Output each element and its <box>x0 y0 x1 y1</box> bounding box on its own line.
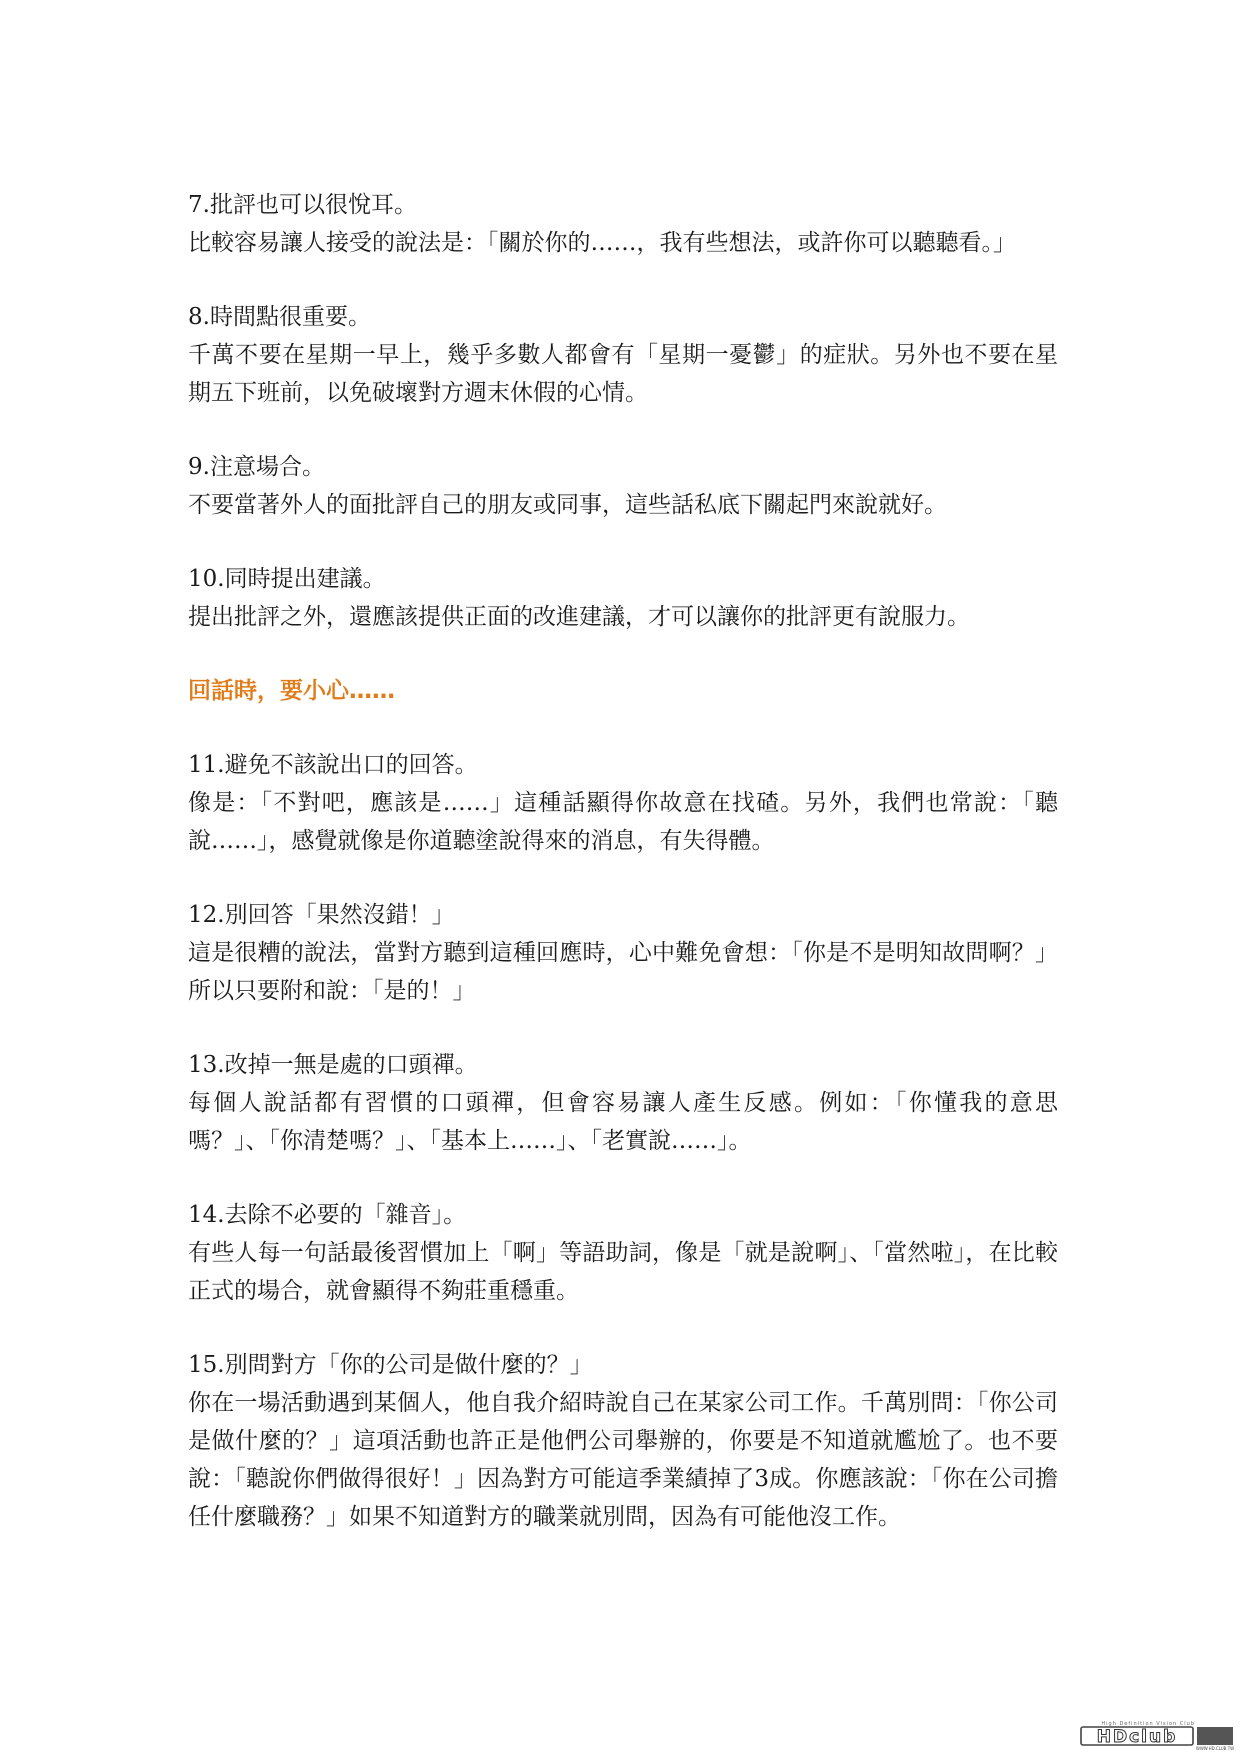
item-body: 千萬不要在星期一早上，幾乎多數人都會有「星期一憂鬱」的症狀。另外也不要在星期五下班前，以免破壞對方週末休假的心情。 <box>188 342 1058 406</box>
item-title: 7.批評也可以很悅耳。 <box>188 192 417 218</box>
document-page <box>188 186 1058 1572</box>
svg-text:WWW.HD.CLUB.TW: WWW.HD.CLUB.TW <box>1195 1746 1235 1751</box>
hdclub-logo <box>1077 1717 1237 1751</box>
svg-text:High Definition Vision Club: High Definition Vision Club <box>1101 1721 1195 1727</box>
item-title: 9.注意場合。 <box>188 454 325 480</box>
item-title: 15.別問對方「你的公司是做什麼的？」 <box>188 1352 593 1378</box>
item-body: 你在一場活動遇到某個人，他自我介紹時說自己在某家公司工作。千萬別問：「你公司是做什麼的？」這項活動也許正是他們公司舉辦的，你要是不知道就尷尬了。也不要說：「聽說你們做得很好！」因為對方可能這季業績掉了3成。你應該說：「你在公司擔任什麼職務？」如果不知道對方的職業就別問，因為有可能他沒工作。 <box>188 1390 1058 1530</box>
item-title: 11.避免不該說出口的回答。 <box>188 752 478 778</box>
item-body: 像是：「不對吧，應該是……」這種話顯得你故意在找碴。另外，我們也常說：「聽說……」，感覺就像是你道聽塗說得來的消息，有失得體。 <box>188 790 1058 854</box>
item-body: 比較容易讓人接受的說法是：「關於你的……，我有些想法，或許你可以聽聽看。」 <box>188 230 1016 256</box>
item-title: 8.時間點很重要。 <box>188 304 371 330</box>
svg-text:HDclub: HDclub <box>1096 1727 1178 1747</box>
item-body: 每個人說話都有習慣的口頭禪，但會容易讓人產生反感。例如：「你懂我的意思嗎？」、「你清楚嗎？」、「基本上……」、「老實說……」。 <box>188 1090 1058 1154</box>
list-item <box>188 1346 1058 1536</box>
list-item <box>188 448 1058 524</box>
list-item <box>188 1046 1058 1160</box>
list-item <box>188 560 1058 636</box>
item-body: 這是很糟的說法，當對方聽到這種回應時，心中難免會想：「你是不是明知故問啊？」所以只要附和說：「是的！」 <box>188 940 1058 1004</box>
item-title: 14.去除不必要的「雜音」。 <box>188 1202 467 1228</box>
list-item <box>188 746 1058 860</box>
list-item <box>188 298 1058 412</box>
item-title: 10.同時提出建議。 <box>188 566 386 592</box>
list-item <box>188 896 1058 1010</box>
list-item <box>188 186 1058 262</box>
item-body: 不要當著外人的面批評自己的朋友或同事，這些話私底下關起門來說就好。 <box>188 492 947 518</box>
item-body: 有些人每一句話最後習慣加上「啊」等語助詞，像是「就是說啊」、「當然啦」，在比較正式的場合，就會顯得不夠莊重穩重。 <box>188 1240 1058 1304</box>
item-title: 12.別回答「果然沒錯！」 <box>188 902 455 928</box>
item-body: 提出批評之外，還應該提供正面的改進建議，才可以讓你的批評更有說服力。 <box>188 604 970 630</box>
item-title: 13.改掉一無是處的口頭禪。 <box>188 1052 478 1078</box>
section-heading: 回話時，要小心…… <box>188 678 395 704</box>
list-item <box>188 1196 1058 1310</box>
